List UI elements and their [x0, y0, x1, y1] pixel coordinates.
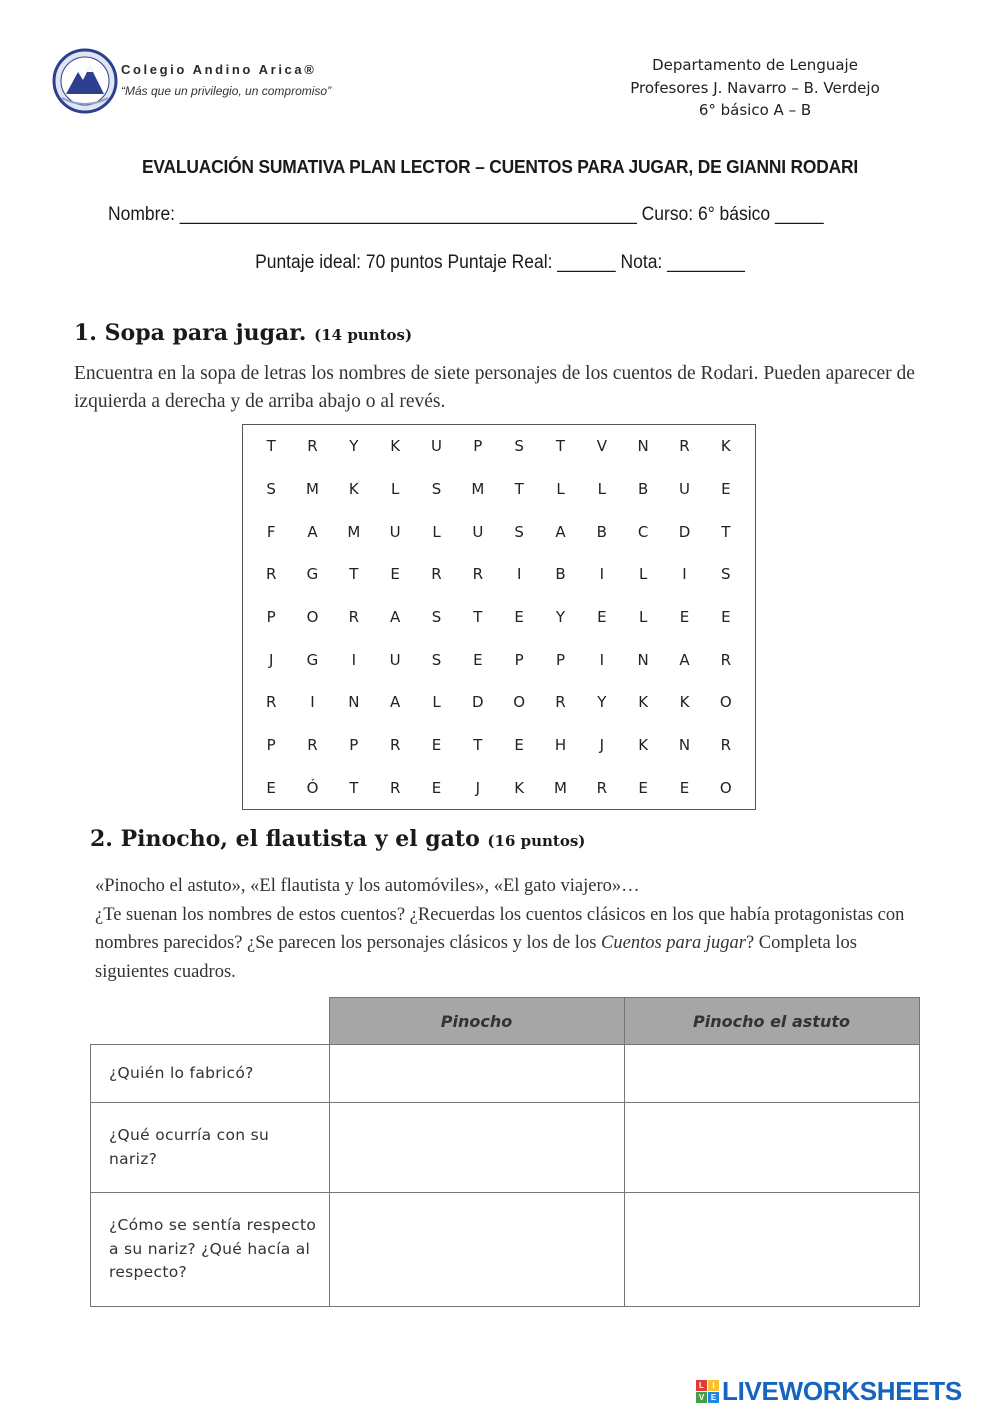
book-title-italic: Cuentos para jugar [601, 933, 746, 953]
school-motto: “Más que un privilegio, un compromiso” [121, 84, 332, 98]
word-search-letter[interactable]: A [390, 607, 402, 626]
table-header-row [91, 998, 920, 1045]
word-search-letter[interactable]: S [721, 565, 732, 584]
word-search-letter[interactable]: R [555, 693, 567, 712]
word-search-letter[interactable]: R [679, 437, 691, 456]
word-search-letter[interactable]: R [265, 565, 278, 584]
mark-letter: V [696, 1392, 707, 1403]
word-search-letter[interactable]: U [431, 437, 443, 456]
section2-questions [95, 901, 925, 987]
word-search-letter[interactable]: B [638, 479, 650, 498]
word-search-letter[interactable]: T [473, 735, 484, 754]
word-search-letter[interactable]: D [678, 522, 692, 541]
section2-heading [90, 826, 585, 852]
word-search-letter[interactable]: M [347, 522, 362, 541]
liveworksheets-logo [696, 1376, 962, 1407]
word-search-letter[interactable]: N [637, 437, 650, 456]
word-search-letter[interactable]: F [266, 522, 277, 541]
word-search-letter[interactable]: C [637, 522, 650, 541]
word-search-letter[interactable]: G [306, 650, 320, 669]
word-search-letter[interactable]: G [306, 565, 320, 584]
word-search-grid [242, 424, 756, 810]
word-search-letter[interactable]: Y [349, 437, 360, 456]
table-corner-cell [91, 998, 330, 1045]
word-search-letter[interactable]: O [719, 778, 733, 797]
word-search-letter[interactable]: S [514, 522, 525, 541]
word-search-letter[interactable]: P [266, 735, 277, 754]
section2-text-b: ? Completa los siguientes cuadros. [95, 933, 857, 982]
word-search-letter[interactable]: K [514, 778, 526, 797]
word-search-letter[interactable]: P [473, 437, 484, 456]
row-question-nose: ¿Qué ocurría con su nariz? [91, 1103, 330, 1193]
word-search-letter[interactable]: J [599, 735, 606, 754]
liveworksheets-brand: LIVEWORKSHEETS [722, 1376, 962, 1406]
word-search-letter[interactable]: B [555, 565, 567, 584]
teachers-names: Profesores J. Navarro – B. Verdejo [630, 78, 880, 97]
word-search-letter[interactable]: E [679, 607, 691, 626]
word-search-letter[interactable]: S [266, 479, 277, 498]
word-search-letter[interactable]: T [473, 607, 484, 626]
word-search-letter[interactable]: E [597, 607, 608, 626]
word-search-letter[interactable]: U [389, 650, 402, 669]
word-search-letter[interactable]: Y [597, 693, 608, 712]
department-block [600, 54, 910, 122]
section1-heading [74, 320, 412, 346]
word-search-letter[interactable]: M [554, 778, 568, 797]
section1-instructions: Encuentra en la sopa de letras los nombres de siete personajes de los cuentos de Rodari. Pueden aparecer de izquierda a derecha y de arriba abajo o al revés. [74, 363, 915, 412]
table-header-pinocho: Pinocho [329, 998, 624, 1045]
word-search-letter[interactable]: U [472, 522, 485, 541]
word-search-letter[interactable]: I [351, 650, 358, 669]
word-search-letter[interactable]: T [349, 565, 360, 584]
word-search-letter[interactable]: E [721, 479, 732, 498]
answer-cell-astuto-3[interactable] [624, 1193, 919, 1307]
word-search-letter[interactable]: T [555, 437, 567, 456]
section1-points: (14 puntos) [314, 326, 413, 344]
answer-cell-astuto-2[interactable] [624, 1103, 919, 1193]
answer-cell-pinocho-2[interactable] [329, 1103, 624, 1193]
word-search-letter[interactable]: L [556, 479, 566, 498]
word-search-letter[interactable]: A [679, 650, 691, 669]
word-search-letter[interactable]: J [268, 650, 275, 669]
word-search-letter[interactable]: S [514, 437, 525, 456]
mark-letter: L [696, 1380, 707, 1391]
word-search-letter[interactable]: I [516, 565, 523, 584]
word-search-letter[interactable]: K [638, 693, 650, 712]
row-question-feelings: ¿Cómo se sentía respecto a su nariz? ¿Qué hacía al respecto? [91, 1193, 330, 1307]
word-search-letter[interactable]: M [306, 479, 320, 498]
word-search-letter[interactable]: E [679, 778, 691, 797]
answer-cell-pinocho-1[interactable] [329, 1045, 624, 1103]
mark-letter: E [708, 1392, 719, 1403]
word-search-letter[interactable]: E [721, 607, 732, 626]
school-logo-icon [52, 48, 118, 114]
word-search-letter[interactable]: P [266, 607, 277, 626]
word-search-letter[interactable]: R [265, 693, 278, 712]
word-search-letter[interactable]: S [431, 479, 443, 498]
word-search-letter[interactable]: U [389, 522, 402, 541]
word-search-letter[interactable]: I [599, 650, 606, 669]
word-search-letter[interactable]: O [513, 693, 527, 712]
word-search-letter[interactable]: A [307, 522, 319, 541]
answer-cell-pinocho-3[interactable] [329, 1193, 624, 1307]
word-search-letter[interactable]: M [471, 479, 486, 498]
word-search-letter[interactable]: T [266, 437, 277, 456]
word-search-letter[interactable]: L [638, 607, 649, 626]
word-search-letter[interactable]: A [390, 693, 402, 712]
word-search-letter[interactable]: V [596, 437, 608, 456]
word-search-letter[interactable]: R [307, 735, 319, 754]
word-search-letter[interactable]: H [554, 735, 568, 754]
table-row [91, 1045, 920, 1103]
word-search-letter[interactable]: K [348, 479, 360, 498]
page-title: EVALUACIÓN SUMATIVA PLAN LECTOR – CUENTOS PARA JUGAR, DE GIANNI RODARI [142, 156, 858, 177]
mark-letter: I [708, 1380, 719, 1391]
word-search-letter[interactable]: I [310, 693, 316, 712]
word-search-letter[interactable]: I [682, 565, 688, 584]
word-search-letter[interactable]: R [431, 565, 443, 584]
section2-points: (16 puntos) [487, 832, 586, 850]
word-search-letter[interactable]: L [597, 479, 607, 498]
section1-title: 1. Sopa para jugar. [74, 320, 307, 346]
word-search-letter[interactable]: R [472, 565, 485, 584]
word-search-letter[interactable]: B [596, 522, 608, 541]
section2-text-a: ¿Te suenan los nombres de estos cuentos? ¿Recuerdas los cuentos clásicos en los que había protagonistas con nombres parecidos? ¿Se parecen los personajes clásicos y los de los [95, 904, 905, 953]
word-search-letter[interactable]: A [555, 522, 567, 541]
word-search-letter[interactable]: P [555, 650, 567, 669]
word-search-letter[interactable]: K [638, 735, 650, 754]
word-search-letter[interactable]: L [390, 479, 401, 498]
word-search-letter[interactable]: R [596, 778, 609, 797]
comparison-table [90, 997, 920, 1307]
word-search-letter[interactable]: N [678, 735, 692, 754]
word-search-letter[interactable]: E [266, 778, 277, 797]
word-search-letter[interactable]: S [431, 607, 443, 626]
name-course-line: Nombre: _______________________________________________ Curso: 6° básico _____ [108, 204, 824, 225]
word-search-letter[interactable]: O [306, 607, 320, 626]
word-search-letter[interactable]: R [720, 650, 733, 669]
table-row [91, 1193, 920, 1307]
word-search-letter[interactable]: T [721, 522, 732, 541]
word-search-letter[interactable]: N [348, 693, 361, 712]
word-search-letter[interactable]: L [432, 693, 442, 712]
word-search-letter[interactable]: K [720, 437, 732, 456]
story-titles: «Pinocho el astuto», «El flautista y los automóviles», «El gato viajero»… [95, 876, 640, 896]
word-search-letter[interactable]: K [390, 437, 402, 456]
word-search-letter[interactable]: K [679, 693, 691, 712]
word-search-letter[interactable]: I [599, 565, 606, 584]
row-question-maker: ¿Quién lo fabricó? [91, 1045, 330, 1103]
table-row [91, 1103, 920, 1193]
answer-cell-astuto-1[interactable] [624, 1045, 919, 1103]
school-name: Colegio Andino Arica® [121, 62, 317, 77]
word-search-letter[interactable]: R [307, 437, 319, 456]
word-search-letter[interactable]: R [720, 735, 733, 754]
word-search-letter[interactable]: J [475, 778, 482, 797]
department-name: Departamento de Lenguaje [652, 56, 858, 74]
word-search-letter[interactable]: D [472, 693, 485, 712]
word-search-letter[interactable]: N [637, 650, 650, 669]
word-search-letter[interactable]: R [348, 607, 361, 626]
word-search-letter[interactable]: E [431, 735, 443, 754]
word-search-letter[interactable]: P [349, 735, 360, 754]
word-search-letter[interactable]: S [431, 650, 443, 669]
word-search-letter[interactable]: E [514, 735, 525, 754]
word-search-letter[interactable]: L [432, 522, 442, 541]
word-search-letter[interactable]: L [638, 565, 649, 584]
word-search-letter[interactable]: Y [555, 607, 567, 626]
score-line: Puntaje ideal: 70 puntos Puntaje Real: ______ Nota: ________ [255, 252, 745, 273]
word-search-letter[interactable]: T [514, 479, 525, 498]
word-search-letter[interactable]: E [638, 778, 649, 797]
word-search-letter[interactable]: U [679, 479, 691, 498]
word-search-letter[interactable]: E [514, 607, 525, 626]
section2-instructions [95, 872, 925, 986]
table-header-pinocho-astuto: Pinocho el astuto [624, 998, 919, 1045]
word-search-letter[interactable]: Ó [306, 778, 320, 797]
section2-title: 2. Pinocho, el flautista y el gato [90, 826, 480, 852]
word-search-letter[interactable]: E [390, 565, 401, 584]
word-search-letter[interactable]: R [389, 735, 402, 754]
word-search-letter[interactable]: P [514, 650, 525, 669]
liveworksheets-mark-icon [696, 1380, 719, 1403]
word-search-letter[interactable]: E [473, 650, 484, 669]
word-search-letter[interactable]: T [349, 778, 360, 797]
word-search-letter[interactable]: O [719, 693, 733, 712]
word-search-letter[interactable]: E [431, 778, 443, 797]
grade-label: 6° básico A – B [698, 101, 812, 119]
word-search-letter[interactable]: R [389, 778, 402, 797]
